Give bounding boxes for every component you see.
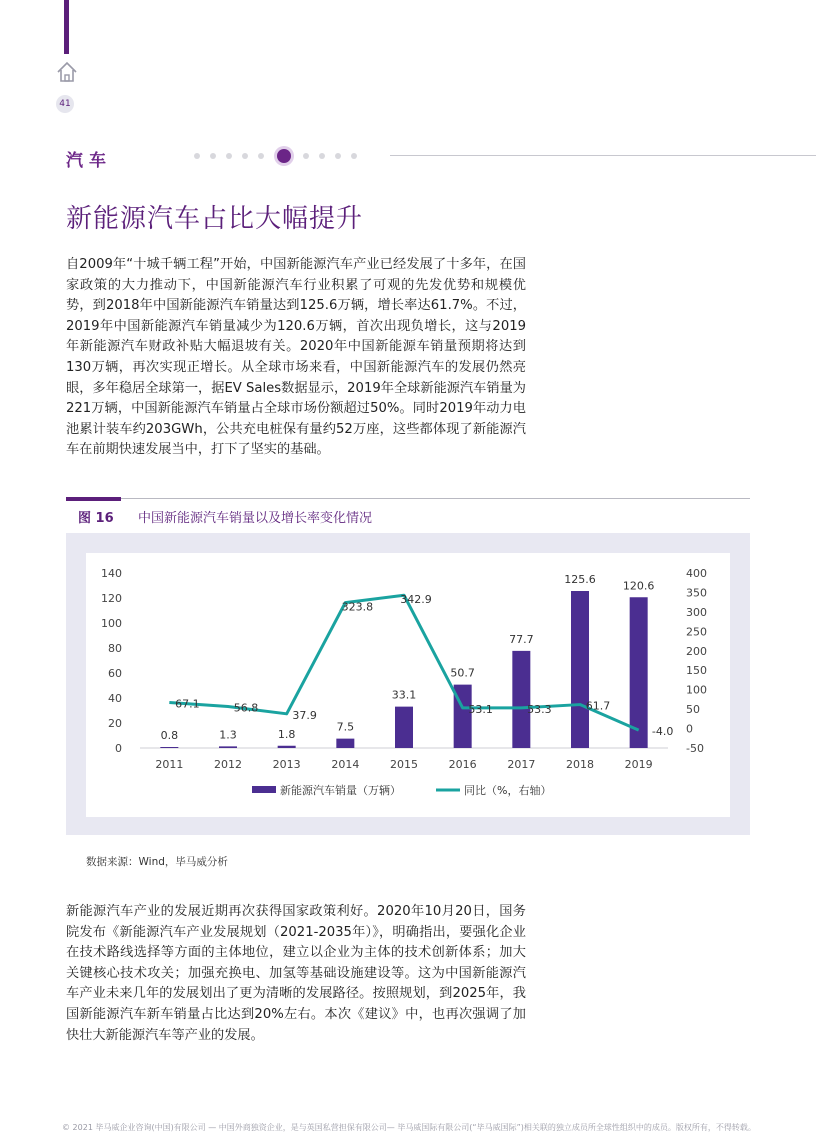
figure-title: 中国新能源汽车销量以及增长率变化情况 xyxy=(138,511,373,526)
y-left-tick-label: 0 xyxy=(115,742,122,755)
y-left-tick-label: 100 xyxy=(101,617,122,630)
y-left-tick-label: 120 xyxy=(101,592,122,605)
x-tick-label: 2019 xyxy=(624,758,653,771)
bar-data-label: 50.7 xyxy=(450,666,475,680)
y-right-tick-label: 150 xyxy=(686,664,707,678)
line-data-label: 53.3 xyxy=(527,702,552,716)
x-tick-label: 2011 xyxy=(155,758,184,771)
bar-data-label: 0.8 xyxy=(160,729,179,742)
progress-dot xyxy=(242,153,248,159)
y-left-tick-label: 40 xyxy=(108,692,122,705)
y-right-tick-label: 350 xyxy=(686,586,707,600)
progress-dot xyxy=(194,153,200,159)
bar-data-label: 120.6 xyxy=(622,579,655,593)
section-label: 汽车 xyxy=(66,151,112,171)
y-left-tick-label: 80 xyxy=(108,642,122,655)
y-left-tick-label: 60 xyxy=(108,667,122,680)
legend-label-growth: 同比（%，右轴） xyxy=(464,784,552,797)
bar-sales xyxy=(219,746,237,748)
progress-dot xyxy=(335,153,341,159)
x-tick-label: 2016 xyxy=(448,758,477,771)
x-tick-label: 2012 xyxy=(214,758,242,771)
x-tick-label: 2017 xyxy=(507,758,536,771)
line-data-label: 56.8 xyxy=(233,701,259,715)
figure-number: 图 16 xyxy=(78,511,114,526)
progress-dot xyxy=(210,153,216,159)
bar-sales xyxy=(160,747,178,748)
bar-data-label: 1.3 xyxy=(219,728,237,742)
legend-swatch-sales xyxy=(252,786,276,793)
page-title: 新能源汽车占比大幅提升 xyxy=(66,204,364,234)
line-data-label: 67.1 xyxy=(175,697,200,711)
bar-sales xyxy=(336,739,354,748)
progress-dot xyxy=(319,153,325,159)
progress-dot-active xyxy=(277,149,291,163)
y-right-tick-label: 300 xyxy=(686,605,707,619)
y-right-tick-label: 50 xyxy=(686,703,700,717)
top-accent-bar xyxy=(64,0,69,54)
figure-source: 数据来源：Wind，毕马威分析 xyxy=(86,856,228,868)
line-data-label: 323.8 xyxy=(341,600,374,614)
y-left-tick-label: 20 xyxy=(108,717,122,730)
line-data-label: 53.1 xyxy=(468,702,493,716)
x-tick-label: 2013 xyxy=(272,758,301,771)
progress-dot xyxy=(258,153,264,159)
progress-dot xyxy=(303,153,309,159)
figure-accent-bar xyxy=(66,497,121,501)
section-progress-dots xyxy=(194,149,367,163)
x-tick-label: 2018 xyxy=(566,758,594,771)
progress-dot xyxy=(226,153,232,159)
bar-data-label: 77.7 xyxy=(509,632,534,646)
line-data-label: 37.9 xyxy=(292,708,317,722)
bar-sales xyxy=(395,707,413,748)
y-left-tick-label: 140 xyxy=(101,567,122,580)
page-number: 41 xyxy=(56,95,74,113)
y-right-tick-label: 100 xyxy=(686,683,707,697)
bar-data-label: 1.8 xyxy=(277,727,296,741)
home-icon[interactable] xyxy=(55,60,79,84)
y-right-tick-label: 250 xyxy=(686,625,707,639)
legend-label-sales: 新能源汽车销量（万辆） xyxy=(280,784,401,797)
y-right-tick-label: -50 xyxy=(686,742,704,755)
y-right-tick-label: 400 xyxy=(686,567,707,580)
line-data-label: -4.0 xyxy=(651,725,674,739)
bar-data-label: 125.6 xyxy=(564,573,596,586)
x-tick-label: 2015 xyxy=(390,758,418,771)
copyright-footer: © 2021 毕马威企业咨询(中国)有限公司 — 中国外商独资企业，是与英国私营担保有限公司— 毕马威国际有限公司(“毕马威国际”)相关联的独立成员所全球性组织中的成员。版权所有，不得转载。 xyxy=(62,1123,756,1132)
line-data-label: 61.7 xyxy=(585,699,611,713)
body-paragraph-2: 新能源汽车产业的发展近期再次获得国家政策利好。2020年10月20日，国务院发布《新能源汽车产业发展规划（2021-2035年）》，明确指出，要强化企业在技术路线选择等方面的主体地位，建立以企业为主体的技术创新体系；加大关键核心技术攻关；加强充换电、加氢等基础设施建设等。这为中国新能源汽车产业未来几年的发展划出了更为清晰的发展路径。按照规划，到2025年，我国新能源汽车新车销量占比达到20%左右。本次《建议》中，也再次强调了加快壮大新能源汽车等产业的发展。 xyxy=(66,904,526,1043)
sales-growth-chart xyxy=(66,533,750,835)
bar-sales xyxy=(571,591,589,748)
progress-dot xyxy=(351,153,357,159)
x-tick-label: 2014 xyxy=(331,758,360,771)
line-data-label: 342.9 xyxy=(400,593,432,607)
figure-divider xyxy=(66,498,750,499)
section-divider xyxy=(390,155,816,156)
bar-data-label: 33.1 xyxy=(391,688,417,702)
bar-sales xyxy=(630,597,648,748)
bar-sales xyxy=(512,651,530,748)
bar-sales xyxy=(278,746,296,748)
y-right-tick-label: 0 xyxy=(686,722,693,736)
bar-data-label: 7.5 xyxy=(336,720,355,734)
body-paragraph-1: 自2009年“十城千辆工程”开始，中国新能源汽车产业已经发展了十多年，在国家政策的大力推动下，中国新能源汽车行业积累了可观的先发优势和规模优势，到2018年中国新能源汽车销量达到125.6万辆，增长率达61.7%。不过，2019年中国新能源汽车销量减少为120.6万辆，首次出现负增长，这与2019年新能源汽车财政补贴大幅退坡有关。2020年中国新能源车销量预期将达到130万辆，再次实现正增长。从全球市场来看，中国新能源汽车的发展仍然亮眼，多年稳居全球第一，据EV Sales数据显示，2019年全球新能源汽车销量为221万辆，中国新能源汽车销量占全球市场份额超过50%。同时2019年动力电池累计装车约203GWh，公共充电桩保有量约52万座，这些都体现了新能源汽车在前期快速发展当中，打下了坚实的基础。 xyxy=(66,257,526,458)
y-right-tick-label: 200 xyxy=(686,644,707,658)
